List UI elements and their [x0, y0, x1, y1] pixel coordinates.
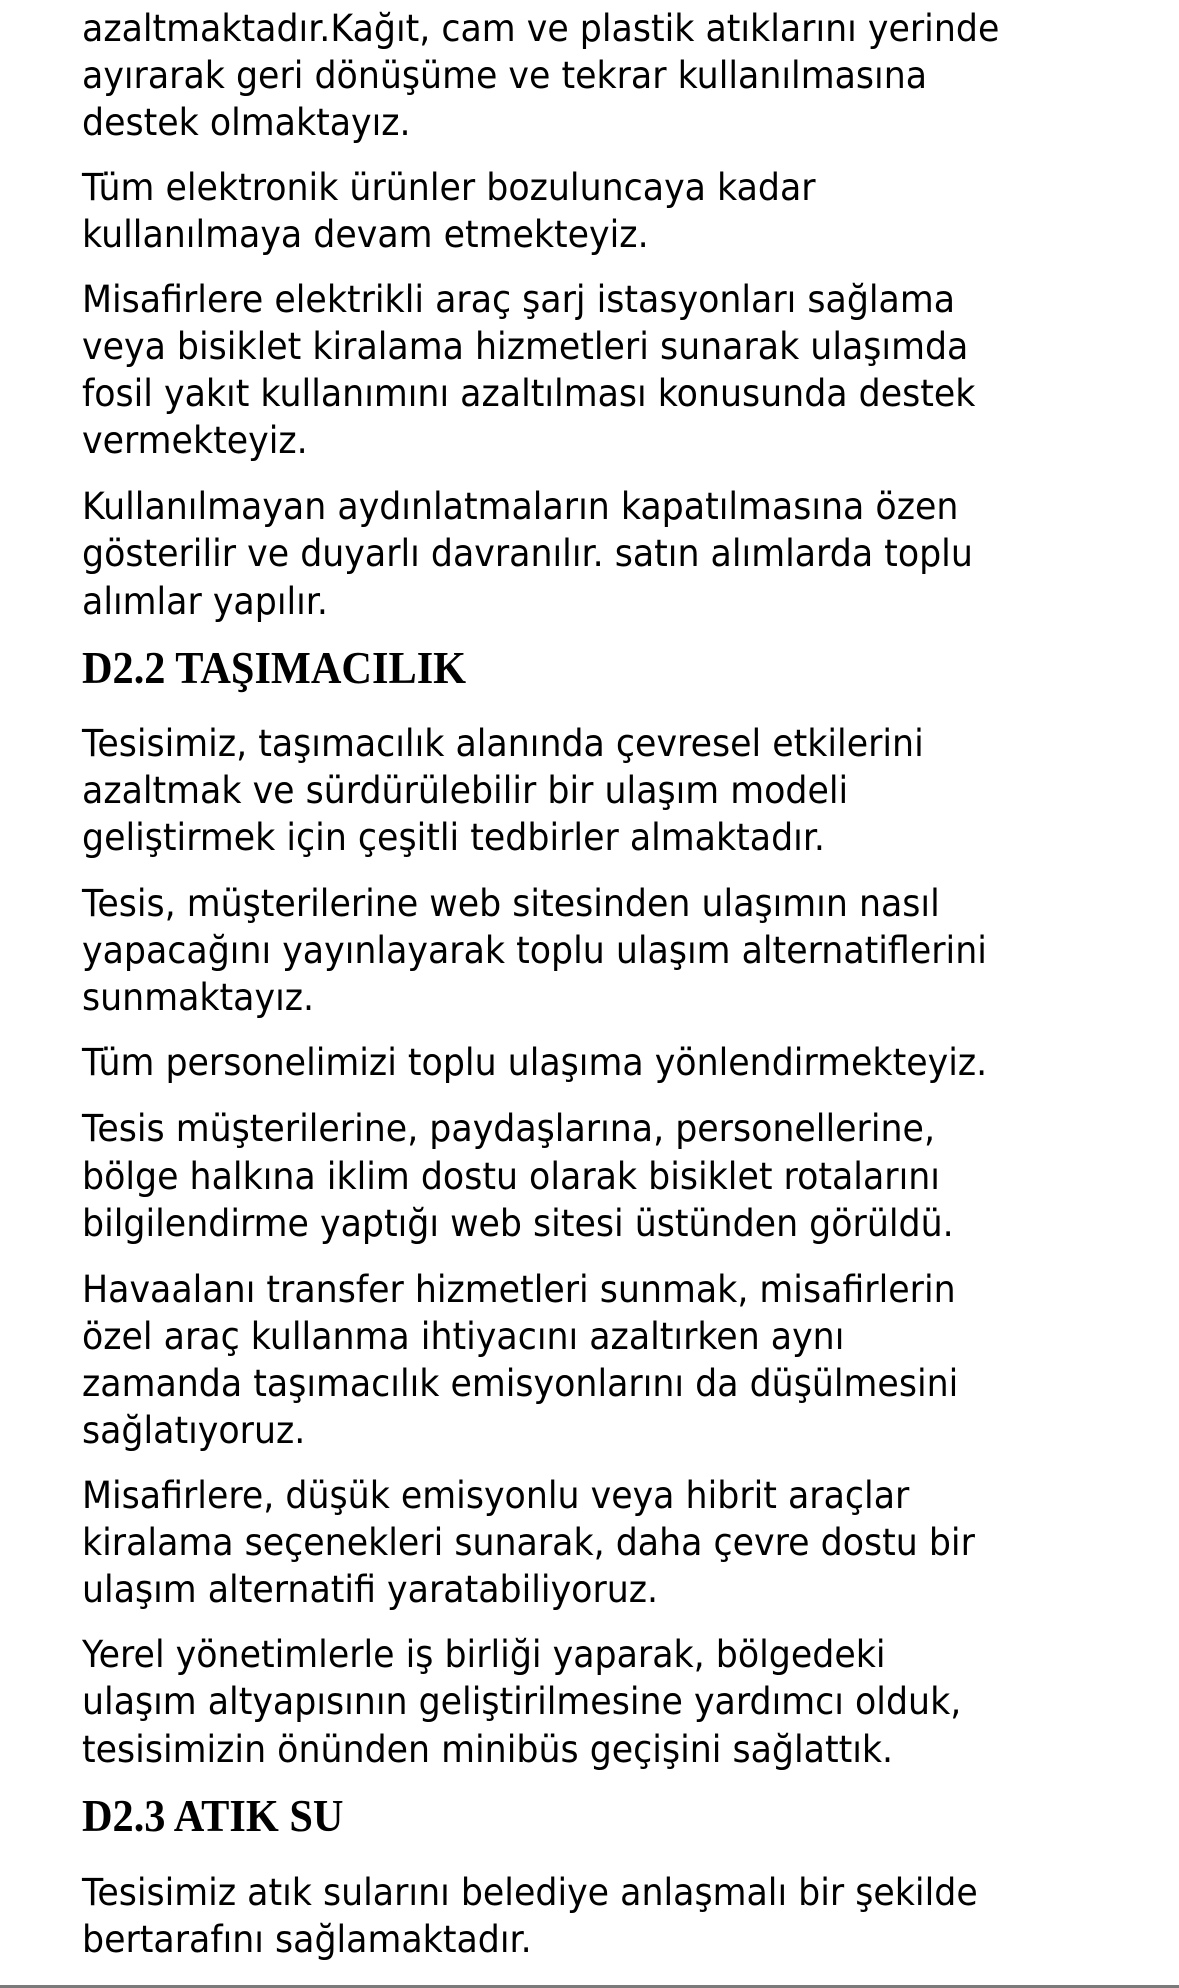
paragraph-line: bilgilendirme yaptığı web sitesi üstünden görüldü. — [82, 1202, 954, 1245]
section-heading: D2.2 TAŞIMACILIK — [82, 642, 467, 693]
paragraph-line: destek olmaktayız. — [82, 101, 411, 144]
paragraph-line: ulaşım alternatifi yaratabiliyoruz. — [82, 1568, 659, 1611]
paragraph-line: zamanda taşımacılık emisyonlarını da düşülmesini — [82, 1362, 959, 1405]
section-heading: D2.3 ATIK SU — [82, 1790, 344, 1841]
paragraph-line: Tesis, müşterilerine web sitesinden ulaşımın nasıl — [82, 882, 940, 925]
paragraph-line: veya bisiklet kiralama hizmetleri sunarak ulaşımda — [82, 325, 969, 368]
paragraph-line: tesisimizin önünden minibüs geçişini sağlattık. — [82, 1728, 894, 1771]
paragraph-line: azaltmak ve sürdürülebilir bir ulaşım modeli — [82, 769, 849, 812]
paragraph-line: Tüm personelimizi toplu ulaşıma yönlendirmekteyiz. — [82, 1041, 988, 1084]
paragraph-line: Tüm elektronik ürünler bozuluncaya kadar — [82, 166, 816, 209]
paragraph-line: vermekteyiz. — [82, 419, 308, 462]
paragraph-line: kullanılmaya devam etmekteyiz. — [82, 213, 649, 256]
paragraph-line: Yerel yönetimlerle iş birliği yaparak, bölgedeki — [82, 1633, 886, 1676]
paragraph-line: azaltmaktadır.Kağıt, cam ve plastik atıklarını yerinde — [82, 7, 1000, 50]
paragraph-line: ulaşım altyapısının geliştirilmesine yardımcı olduk, — [82, 1680, 962, 1723]
paragraph-line: Tesisimiz atık sularını belediye anlaşmalı bir şekilde — [82, 1871, 978, 1914]
paragraph-line: kiralama seçenekleri sunarak, daha çevre dostu bir — [82, 1521, 975, 1564]
paragraph-line: sunmaktayız. — [82, 976, 315, 1019]
paragraph-line: Misafirlere elektrikli araç şarj istasyonları sağlama — [82, 278, 956, 321]
paragraph-line: Kullanılmayan aydınlatmaların kapatılmasına özen — [82, 485, 959, 528]
paragraph-line: Tesis müşterilerine, paydaşlarına, personellerine, — [82, 1107, 936, 1150]
paragraph-line: fosil yakıt kullanımını azaltılması konusunda destek — [82, 372, 976, 415]
paragraph-line: Havaalanı transfer hizmetleri sunmak, misafirlerin — [82, 1268, 956, 1311]
paragraph-line: gösterilir ve duyarlı davranılır. satın alımlarda toplu — [82, 532, 973, 575]
paragraph-line: geliştirmek için çeşitli tedbirler almaktadır. — [82, 816, 825, 859]
paragraph-line: sağlatıyoruz. — [82, 1409, 306, 1452]
paragraph-line: özel araç kullanma ihtiyacını azaltırken aynı — [82, 1315, 845, 1358]
paragraph-line: Tesisimiz, taşımacılık alanında çevresel etkilerini — [82, 722, 924, 765]
paragraph-line: Misafirlere, düşük emisyonlu veya hibrit araçlar — [82, 1474, 910, 1517]
paragraph-line: alımlar yapılır. — [82, 580, 328, 623]
paragraph-line: bölge halkına iklim dostu olarak bisiklet rotalarını — [82, 1155, 940, 1198]
paragraph-line: yapacağını yayınlayarak toplu ulaşım alternatiflerini — [82, 929, 987, 972]
paragraph-line: bertarafını sağlamaktadır. — [82, 1918, 532, 1961]
paragraph-line: ayırarak geri dönüşüme ve tekrar kullanılmasına — [82, 54, 928, 97]
